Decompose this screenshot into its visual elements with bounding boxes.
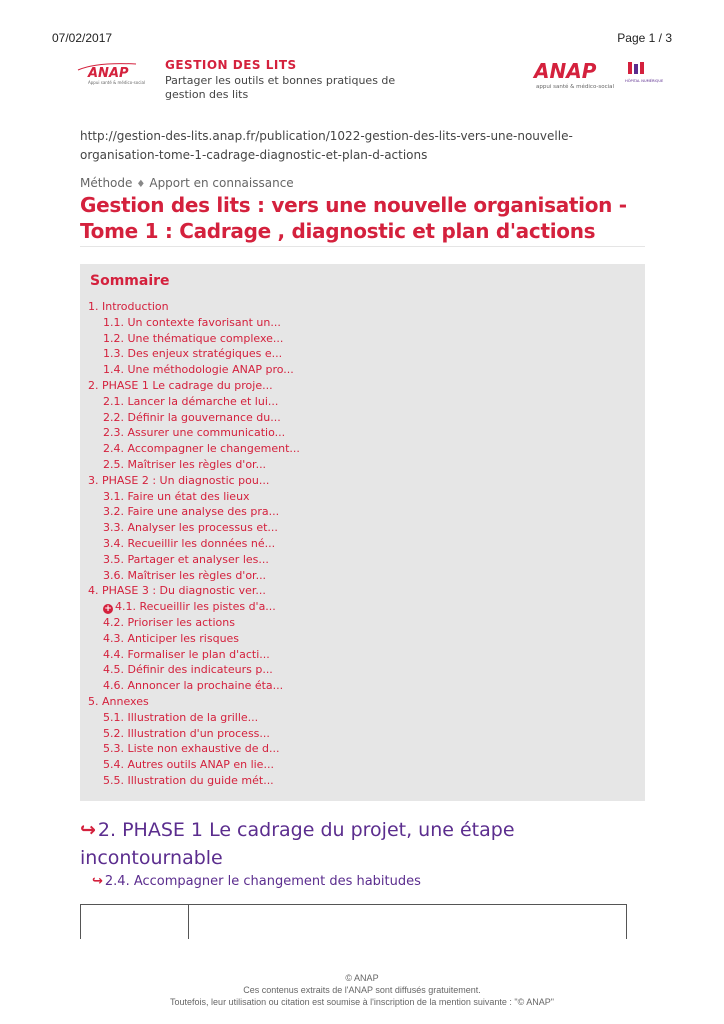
toc-item-label: 1.4. Une méthodologie ANAP pro...	[103, 363, 294, 377]
site-tagline: Partager les outils et bonnes pratiques de gestion des lits	[165, 74, 396, 101]
toc-heading: Sommaire	[90, 273, 170, 289]
return-arrow-icon: ↪	[92, 874, 103, 889]
table-of-contents	[80, 264, 645, 801]
toc-item[interactable]	[88, 299, 300, 315]
subsection-heading	[92, 874, 421, 889]
hopital-numerique-label: HÔPITAL NUMÉRIQUE	[625, 79, 664, 83]
toc-item[interactable]	[88, 757, 300, 773]
anap-logo-subtitle: Appui santé & médico-social	[88, 80, 146, 85]
toc-item-label: 1.1. Un contexte favorisant un...	[103, 315, 281, 329]
toc-item[interactable]	[88, 410, 300, 426]
toc-item[interactable]	[88, 631, 300, 647]
toc-item[interactable]	[88, 378, 300, 394]
footer	[0, 972, 724, 1008]
section-heading	[80, 816, 640, 872]
toc-item-label: 4. PHASE 3 : Du diagnostic ver...	[88, 584, 266, 598]
toc-item-label: 5.4. Autres outils ANAP en lie...	[103, 758, 274, 772]
footer-copyright: © ANAP	[345, 973, 379, 983]
toc-item-label: 3.1. Faire un état des lieux	[103, 489, 250, 503]
toc-item-label: 5.1. Illustration de la grille...	[103, 710, 259, 724]
toc-item-label: 2.4. Accompagner le changement...	[103, 442, 300, 456]
toc-item[interactable]	[88, 647, 300, 663]
breadcrumb-type[interactable]: Apport en connaissance	[149, 176, 294, 190]
toc-item-label: 4.6. Annoncer la prochaine éta...	[103, 679, 284, 693]
anap-logo[interactable]	[76, 60, 158, 88]
toc-item[interactable]	[88, 457, 300, 473]
toc-item-label: 4.2. Prioriser les actions	[103, 615, 235, 629]
toc-item-label: 3.3. Analyser les processus et...	[103, 521, 278, 535]
section-heading-text: 2. PHASE 1 Le cadrage du projet, une étape incontournable	[80, 819, 515, 869]
toc-item[interactable]	[88, 536, 300, 552]
anap-logo-right-subtitle: appui santé & médico-social	[536, 84, 615, 90]
toc-item-label: 4.3. Anticiper les risques	[103, 631, 240, 645]
footer-line-1: Ces contenus extraits de l'ANAP sont diffusés gratuitement.	[243, 985, 481, 995]
toc-item[interactable]	[88, 394, 300, 410]
toc-item[interactable]	[88, 741, 300, 757]
site-title[interactable]: GESTION DES LITS	[165, 58, 297, 72]
toc-item-label: 4.4. Formaliser le plan d'acti...	[103, 647, 270, 661]
toc-item-label: 4.5. Définir des indicateurs p...	[103, 663, 273, 677]
toc-item[interactable]	[88, 489, 300, 505]
print-date: 07/02/2017	[52, 31, 113, 45]
toc-item[interactable]	[88, 678, 300, 694]
hopital-numerique-icon	[625, 62, 664, 83]
toc-item[interactable]	[88, 599, 300, 615]
toc-item[interactable]	[88, 694, 300, 710]
table-column-divider	[188, 905, 189, 939]
toc-item[interactable]	[88, 315, 300, 331]
toc-item[interactable]	[88, 441, 300, 457]
footer-line-2: Toutefois, leur utilisation ou citation est soumise à l'inscription de la mention suivante : "© ANAP"	[170, 997, 554, 1007]
toc-item-label: 1.3. Des enjeux stratégiques e...	[103, 347, 283, 361]
toc-item[interactable]	[88, 504, 300, 520]
breadcrumb	[80, 176, 294, 190]
toc-item-label: 3.2. Faire une analyse des pra...	[103, 505, 280, 519]
toc-item[interactable]	[88, 346, 300, 362]
anap-logo-right[interactable]	[534, 58, 664, 94]
toc-list	[88, 299, 300, 789]
toc-item[interactable]	[88, 726, 300, 742]
toc-item[interactable]	[88, 331, 300, 347]
toc-item[interactable]	[88, 362, 300, 378]
toc-item[interactable]	[88, 583, 300, 599]
toc-item-label: 3. PHASE 2 : Un diagnostic pou...	[88, 473, 270, 487]
toc-item[interactable]	[88, 615, 300, 631]
anap-logo-right-text: ANAP	[534, 59, 597, 83]
toc-item[interactable]	[88, 568, 300, 584]
toc-item[interactable]	[88, 552, 300, 568]
toc-item-label: 5.3. Liste non exhaustive de d...	[103, 742, 280, 756]
toc-item-label: 4.1. Recueillir les pistes d'a...	[115, 600, 276, 614]
toc-item[interactable]	[88, 662, 300, 678]
anap-logo-text: ANAP	[88, 66, 129, 81]
page-title: Gestion des lits : vers une nouvelle organisation - Tome 1 : Cadrage , diagnostic et plan d'actions	[80, 193, 627, 243]
toc-item-label: 2.5. Maîtriser les règles d'or...	[103, 457, 267, 471]
toc-item[interactable]	[88, 520, 300, 536]
expand-plus-icon[interactable]: +	[104, 604, 112, 615]
toc-item-label: 2. PHASE 1 Le cadrage du proje...	[88, 378, 273, 392]
toc-item-label: 2.2. Définir la gouvernance du...	[103, 410, 281, 424]
toc-item-label: 1.2. Une thématique complexe...	[103, 331, 284, 345]
print-page-number: Page 1 / 3	[617, 31, 672, 45]
toc-item-label: 3.5. Partager et analyser les...	[103, 552, 269, 566]
return-arrow-icon: ↪	[80, 819, 96, 841]
toc-item-label: 2.1. Lancer la démarche et lui...	[103, 394, 279, 408]
content-table	[80, 904, 627, 939]
toc-item-label: 1. Introduction	[88, 300, 169, 313]
toc-item-label: 5.5. Illustration du guide mét...	[103, 773, 274, 787]
toc-item-label: 3.4. Recueillir les données né...	[103, 536, 276, 550]
page-url[interactable]: http://gestion-des-lits.anap.fr/publication/1022-gestion-des-lits-vers-une-nouvelle-organisation-tome-1-cadrage-diagnostic-et-plan-d-actions	[80, 129, 573, 162]
toc-item[interactable]	[88, 773, 300, 789]
toc-item-label: 5.2. Illustration d'un process...	[103, 726, 270, 740]
breadcrumb-category[interactable]: Méthode	[80, 176, 133, 190]
toc-item-label: 2.3. Assurer une communicatio...	[103, 426, 286, 440]
toc-item-label: 3.6. Maîtriser les règles d'or...	[103, 568, 267, 582]
toc-item-label: 5. Annexes	[88, 694, 149, 708]
toc-item[interactable]	[88, 710, 300, 726]
toc-item[interactable]	[88, 425, 300, 441]
title-divider	[80, 246, 645, 247]
toc-item[interactable]	[88, 473, 300, 489]
subsection-heading-text: 2.4. Accompagner le changement des habitudes	[104, 874, 421, 889]
breadcrumb-separator: ♦	[136, 179, 146, 190]
